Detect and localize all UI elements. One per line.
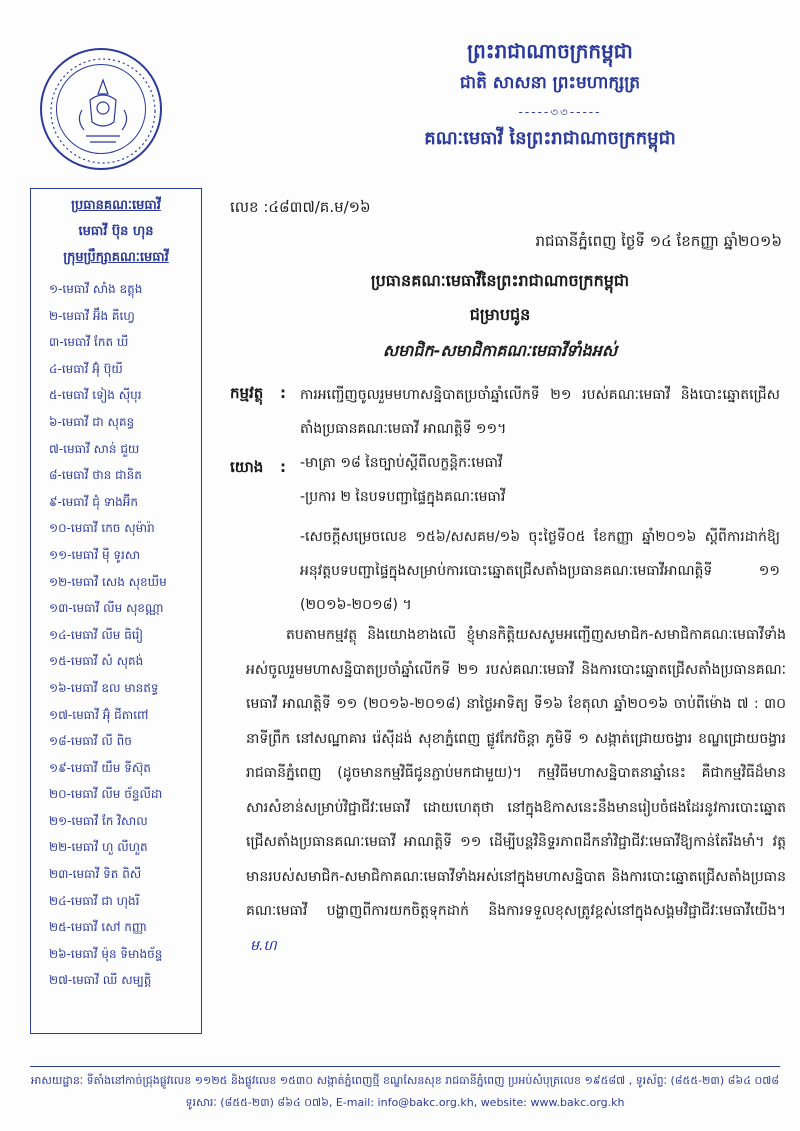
reference-item: -ប្រការ ២ នៃបទបញ្ជាផ្ទៃក្នុងគណៈមេធាវី bbox=[300, 489, 506, 505]
council-member: ២-មេធាវី អ៊ឹង គីហ្វេ bbox=[49, 308, 135, 323]
president-heading: ប្រធានគណៈមេធាវី bbox=[71, 198, 161, 213]
council-member: ២២-មេធាវី ហួ លីហួត bbox=[49, 840, 148, 855]
header-ornament: -----৩৩----- bbox=[518, 105, 602, 119]
council-member: ៦-មេធាវី ជា សុគន្ធ bbox=[49, 414, 135, 429]
council-member: ១៥-មេធាវី សំ សុគង់ bbox=[49, 654, 144, 669]
reference-colon: : bbox=[280, 458, 286, 476]
subject-text: ការអញ្ជើញចូលរួមមហាសន្និបាតប្រចាំឆ្នាំលើកទី ២១ របស់គណៈមេធាវី និងបោះឆ្នោតជ្រើសតាំងប្រធានគណៈមេធាវី អាណត្តិទី ១១។ bbox=[300, 387, 780, 437]
reference-number: លេខ :៤៨៣៧/គ.ម/១៦ bbox=[230, 198, 371, 216]
letter-date: រាជធានីភ្នំពេញ ថ្ងៃទី ១៤ ខែកញ្ញា ឆ្នាំ២០១៦ bbox=[535, 232, 782, 250]
council-member: ១៩-មេធាវី យឹម ទីស៊ុត bbox=[49, 760, 151, 775]
handwritten-initials: ម.ហ bbox=[250, 937, 277, 954]
council-member: ២៧-មេធាវី ឈី សម្បត្តិ bbox=[49, 973, 152, 988]
bar-association-title: គណៈមេធាវី នៃព្រះរាជាណាចក្រកម្ពុជា bbox=[424, 128, 676, 149]
council-member: ២៦-មេធាវី ម៉ុន ទិមាងច័ន្ទ bbox=[49, 946, 163, 961]
council-member: ១២-មេធាវី សេង សុខឃីម bbox=[49, 574, 167, 589]
kingdom-title: ព្រះរាជាណាចក្រកម្ពុជា bbox=[467, 39, 633, 63]
notify-line: ជម្រាបជូន bbox=[469, 305, 531, 324]
reference-item: -មាត្រា ១៨ នៃច្បាប់ស្តីពីលក្ខន្តិកៈមេធាវី bbox=[300, 455, 503, 471]
council-heading: ក្រុមប្រឹក្សាគណៈមេធាវី bbox=[63, 250, 169, 265]
council-member: ១៦-មេធាវី ឧល មានឥទ្ធ bbox=[49, 680, 159, 695]
council-member: ១-មេធាវី សាំង ឧត្តុង bbox=[49, 282, 143, 296]
council-member: ៨-មេធាវី ថាន ជានិត bbox=[49, 468, 142, 483]
nation-motto: ជាតិ សាសនា ព្រះមហាក្សត្រ bbox=[459, 73, 641, 93]
subject-colon: : bbox=[280, 384, 286, 402]
council-member: ១៧-មេធាវី អ៊ុំ ជីតាពៅ bbox=[49, 707, 149, 722]
council-sidebar bbox=[30, 188, 202, 1034]
council-member: ៩-មេធាវី ជុំ ទាងអ៊ីក bbox=[49, 494, 139, 509]
reference-item: -សេចក្តីសម្រេចលេខ ១៥៦/សសគម/១៦ ចុះថ្ងៃទី០៥ ខែកញ្ញា ឆ្នាំ២០១៦ ស្តីពីការដាក់ឱ្យអនុវត្តបទបញ្ជាផ្ទៃក្នុងសម្រាប់ការបោះឆ្នោតជ្រើសតាំងប្រធានគណៈមេធាវីអាណត្តិទី ១១ (២០១៦-២០១៨) ។ bbox=[300, 529, 780, 613]
recipient-line: សមាជិក-សមាជិកាគណៈមេធាវីទាំងអស់ bbox=[382, 341, 618, 360]
council-member: ២៥-មេធាវី សៅ កញ្ញា bbox=[49, 920, 147, 935]
council-member: ១៤-មេធាវី លីម ធិរ៉ៀ bbox=[49, 627, 144, 642]
footer-address: អាសយដ្ឋានៈ ទីតាំងនៅកាច់ជ្រុងផ្លូវលេខ ១១២៥ និងផ្លូវលេខ ១៥៣០ សង្កាត់ភ្នំពេញថ្មី ខណ្ឌសែនសុខ រាជធានីភ្នំពេញ ប្រអប់សំបុត្រលេខ ១៩៥៨៧ , ទូរស័ព្ទៈ (៨៥៥-២៣) ៨៦៤ ០៧៨ bbox=[30, 1074, 780, 1087]
council-member: ២៤-មេធាវី ជា ហុងរី bbox=[49, 893, 140, 908]
footer-divider bbox=[30, 1066, 780, 1067]
council-member: ១១-មេធាវី ម៉ី ទូរសា bbox=[49, 547, 141, 562]
subject-label: កម្មវត្ថុ bbox=[230, 384, 264, 402]
reference-label: យោង bbox=[230, 458, 264, 476]
council-member: ៥-មេធាវី ទៀង ស៊ីបុរ bbox=[49, 388, 142, 403]
seal-emblem-icon bbox=[42, 50, 164, 172]
footer-contacts: ទូរសារៈ (៨៥៥-២៣) ៨៦៤ ០៧៦, E-mail: info@bakc.org.kh, website: www.bakc.org.kh bbox=[185, 1096, 625, 1109]
council-member: ៤-មេធាវី អ៊ុំ ប៊ុយី bbox=[49, 361, 123, 376]
body-text: តបតាមកម្មវត្ថុ និងយោងខាងលើ ខ្ញុំមានកិត្តិយសសូមអញ្ជើញសមាជិក-សមាជិកាគណៈមេធាវីទាំងអស់ចូលរួមមហាសន្និបាតប្រចាំឆ្នាំលើកទី ២១ របស់គណៈមេធាវី និងការបោះឆ្នោតជ្រើសតាំងប្រធានគណៈមេធាវី អាណត្តិទី ១១ (២០១៦-២០១៨) នាថ្ងៃអាទិត្យ ទី១៦ ខែតុលា ឆ្នាំ២០១៦ ចាប់ពីម៉ោង ៧ : ៣០ នាទីព្រឹក នៅសណ្ឋាគារ រ៉េស៊ីដង់ សុខាភ្នំពេញ ផ្លូវកែវចិន្តា ភូមិទី ១ សង្កាត់ជ្រោយចង្វារ ខណ្ឌជ្រោយចង្វារ រាជធានីភ្នំពេញ (ដូចមានកម្មវិធីជូនភ្ជាប់មកជាមួយ)។ កម្មវិធីមហាសន្និបាតនាឆ្នាំនេះ គឺជាកម្មវិធីដ៏មានសារសំខាន់សម្រាប់វិជ្ជាជីវៈមេធាវី ដោយហេតុថា នៅក្នុងឱកាសនេះនឹងមានរៀបចំផងដែរនូវការបោះឆ្នោតជ្រើសតាំងប្រធានគណៈមេធាវី អាណត្តិទី ១១ ដើម្បីបន្តវិនិទ្ទរភាពដឹកនាំវិជ្ជាជីវៈមេធាវីឱ្យកាន់តែរឹងមាំ។ វត្តមានរបស់សមាជិក-សមាជិកាគណៈមេធាវីទាំងអស់នៅក្នុងមហាសន្និបាត និងការបោះឆ្នោតជ្រើសតាំងប្រធានគណៈមេធាវី បង្ហាញពីការយកចិត្តទុកដាក់ និងការទទួលខុសត្រូវខ្ពស់នៅក្នុងសង្គមវិជ្ជាជីវៈមេធាវីយើង។ bbox=[246, 627, 786, 919]
council-member: ១៨-មេធាវី លី ពិច bbox=[49, 734, 132, 749]
council-member: ៣-មេធាវី កែត ឃី bbox=[49, 335, 129, 350]
council-member: ១៣-មេធាវី លីម សុខណ្ណា bbox=[49, 601, 164, 616]
sender-title: ប្រធានគណៈមេធាវីនៃព្រះរាជាណាចក្រកម្ពុជា bbox=[370, 271, 630, 290]
president-name: មេធាវី ប៊ុន ហុន bbox=[78, 224, 154, 239]
council-member: ៧-មេធាវី សាន់ ជួយ bbox=[49, 441, 140, 456]
council-member: ២៣-មេធាវី ទិត ពិសី bbox=[49, 867, 142, 882]
council-member: ១០-មេធាវី កេច សុម៉ារ៉ា bbox=[49, 521, 155, 536]
body-paragraph bbox=[246, 618, 786, 963]
council-member: ២១-មេធាវី កែ វិសាល bbox=[49, 813, 148, 828]
council-member: ២០-មេធាវី លីម ច័ន្ទលីដា bbox=[49, 787, 163, 802]
council-member-list bbox=[49, 281, 167, 999]
bar-association-seal bbox=[40, 48, 162, 170]
